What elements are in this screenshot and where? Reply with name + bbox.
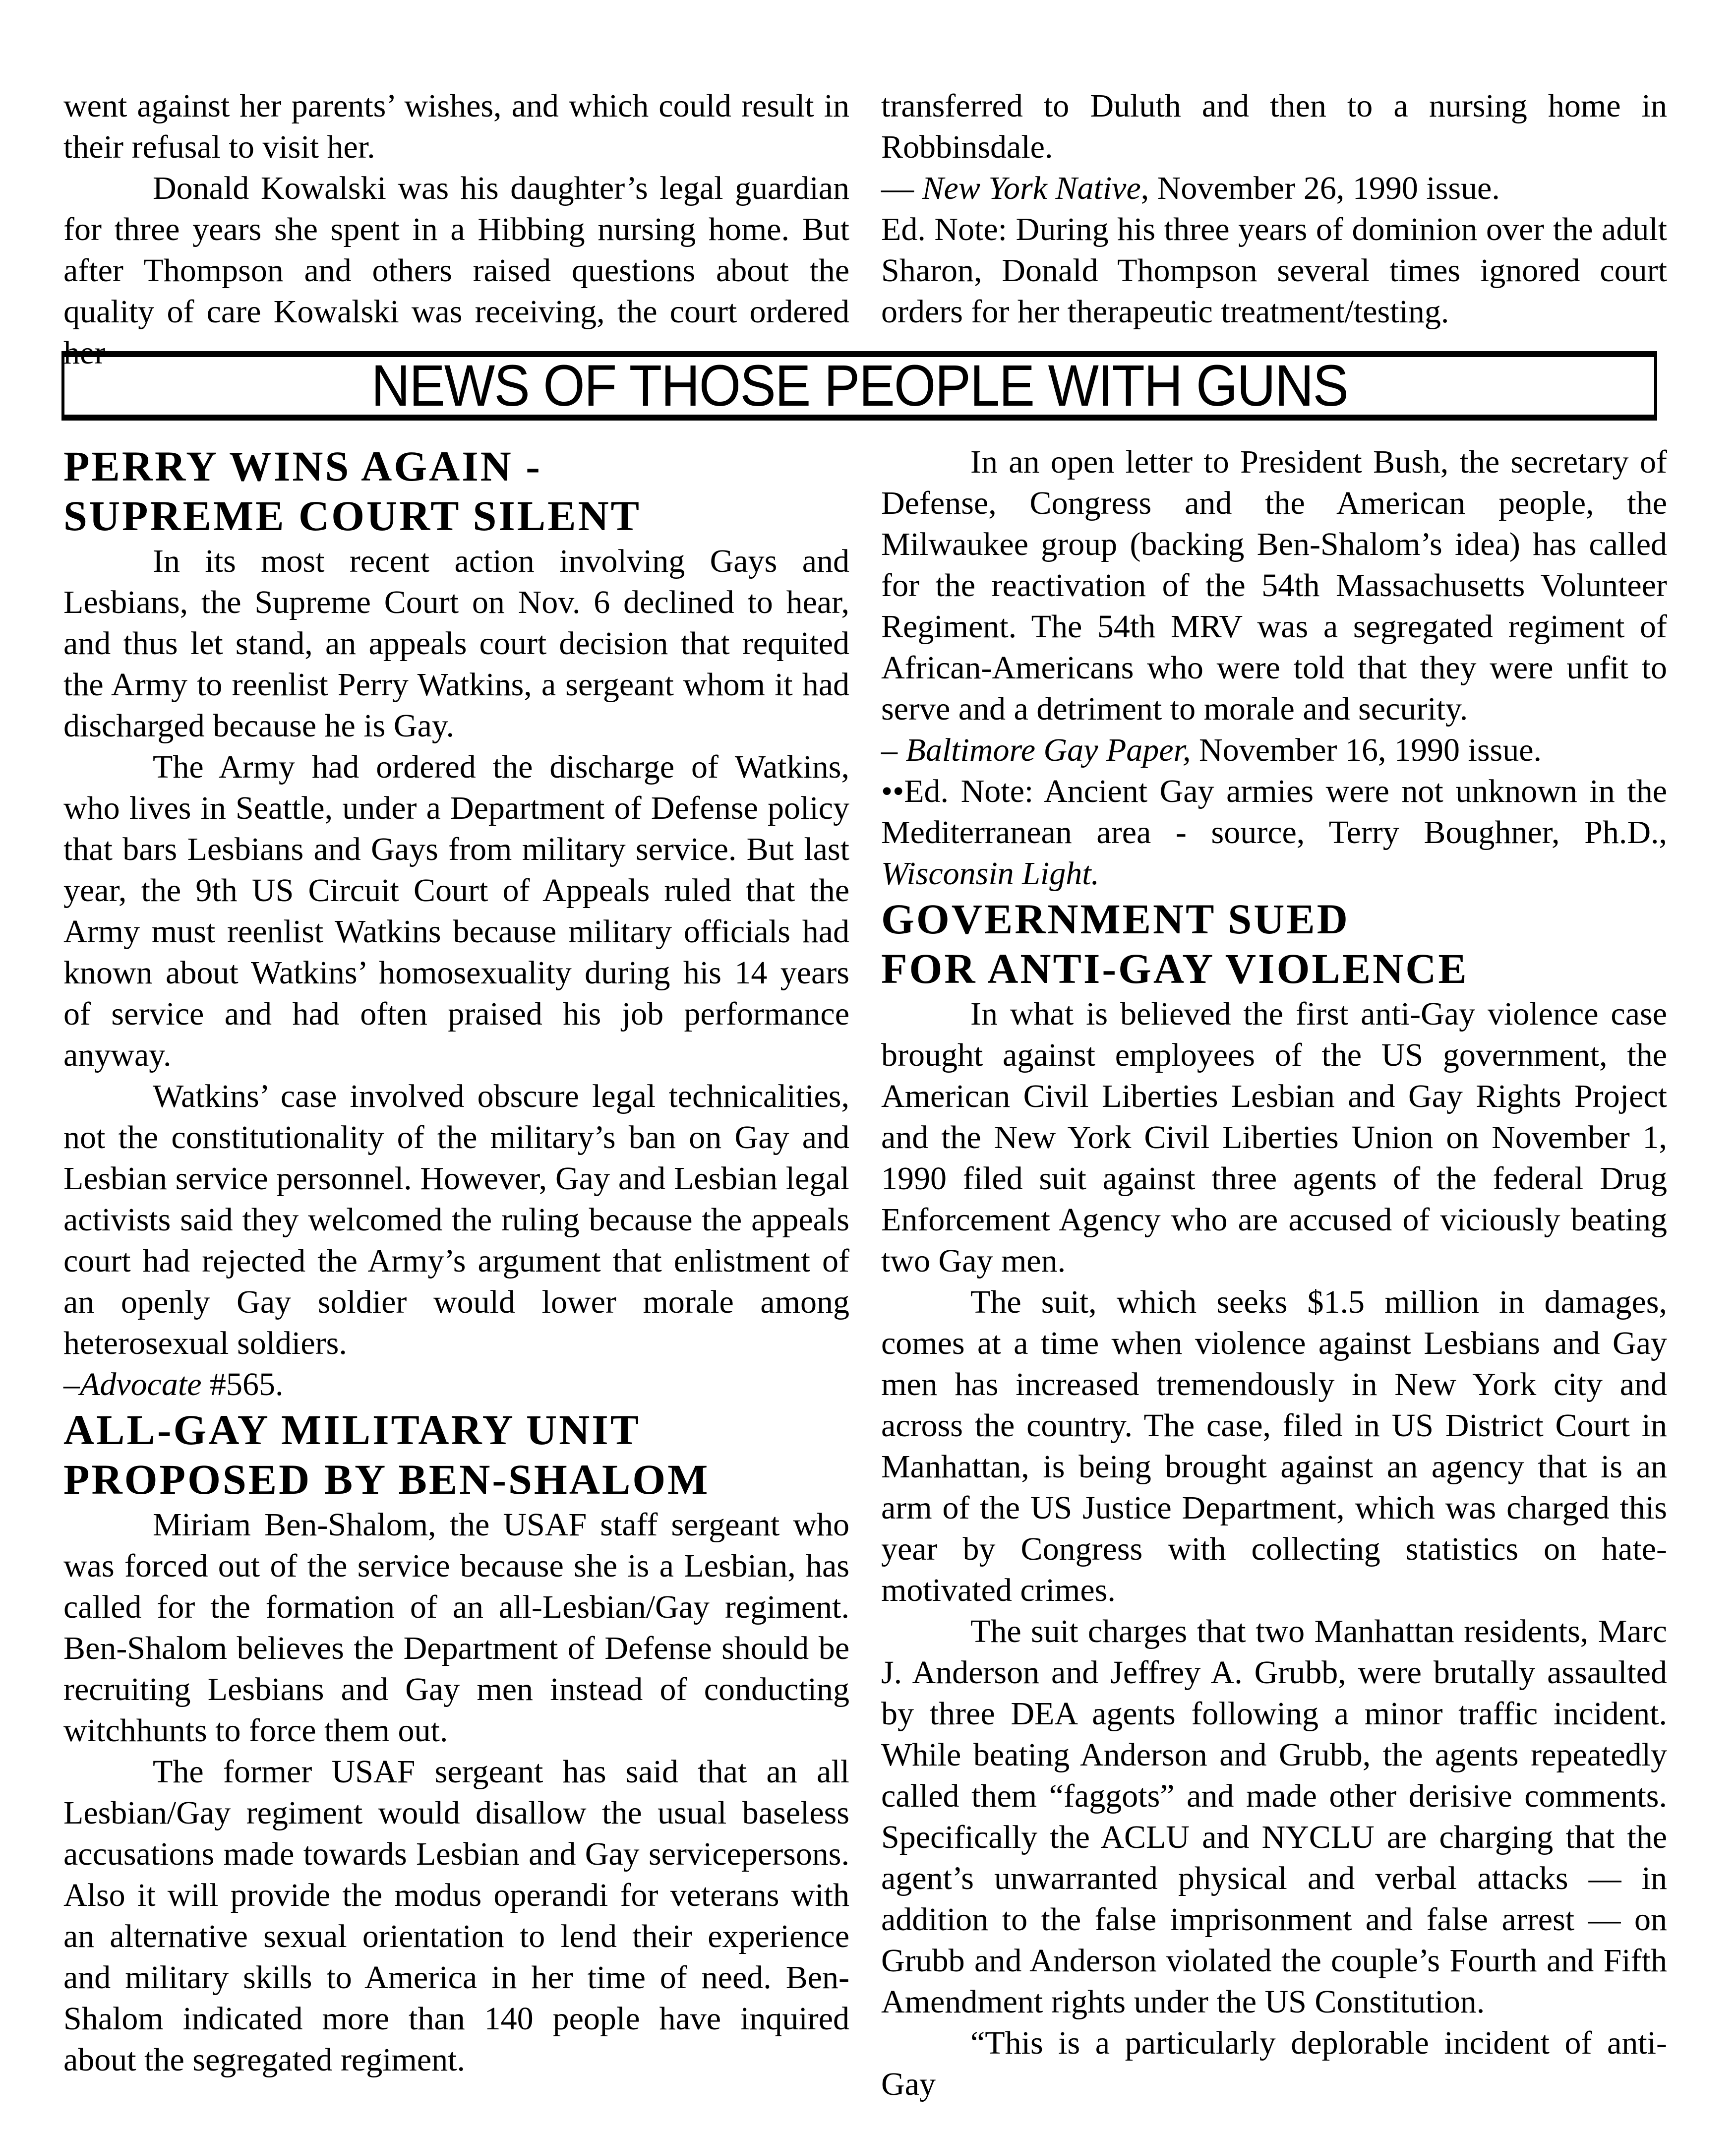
body-paragraph: In what is believed the first anti-Gay violence case brought against employees of the US government, the American Civil Liberties Lesbian and Gay Rights Project and the New York Civil Liberties Union on November 1, 1990 filed suit against three agents of the federal Drug Enforcement Agency who are accused of viciously beating two Gay men. [881,996,1667,1279]
body-paragraph: The former USAF sergeant has said that an all Lesbian/Gay regiment would disallow the usual baseless accusations made towards Lesbian and Gay servicepersons. Also it will provide the modus operandi for veterans with an alternative sexual orientation to lend their experience and military skills to America in her time of need. Ben-Shalom indicated more than 140 people have inquired about the segregated regiment. [63,1754,849,2078]
source-publication: Baltimore Gay Paper, [905,732,1191,768]
left-column [63,441,849,2080]
source-dash: – [63,1366,80,1402]
body-paragraph: The suit, which seeks $1.5 million in damages, comes at a time when violence against Lesbians and Gay men has increased tremendously in New York city and across the country. The case, filed in US District Court in Manhattan, is being brought against an agency that is an arm of the US Justice Department, which was charged this year by Congress with collecting statistics on hate-motivated crimes. [881,1284,1667,1608]
body-paragraph: Miriam Ben-Shalom, the USAF staff sergeant who was forced out of the service because she is a Lesbian, has called for the formation of an all-Lesbian/Gay regiment. Ben-Shalom believes the Department of Defense should be recruiting Lesbians and Gay men instead of conducting witchhunts to force them out. [63,1507,849,1749]
article-headline [63,441,849,541]
body-paragraph: In its most recent action involving Gays and Lesbians, the Supreme Court on Nov. 6 declined to hear, and thus let stand, an appeals court decision that requited the Army to reenlist Perry Watkins, a sergeant whom it had discharged because he is Gay. [63,543,849,744]
article-headline [63,1405,849,1504]
editor-note [881,771,1667,894]
source-issue: #565. [201,1366,284,1402]
headline-line: ALL-GAY MILITARY UNIT [63,1406,641,1454]
headline-line: FOR ANTI-GAY VIOLENCE [881,945,1469,992]
body-paragraph: The suit charges that two Manhattan residents, Marc J. Anderson and Jeffrey A. Grubb, were brutally assaulted by three DEA agents following a minor traffic incident. While beating Anderson and Grubb, the agents repeatedly called them “faggots” and made other derisive comments. Specifically the ACLU and NYCLU are charging that the agent’s unwarranted physical and verbal attacks — in addition to the false imprisonment and false arrest — on Grubb and Anderson violated the couple’s Fourth and Fifth Amendment rights under the US Constitution. [881,1613,1667,2020]
continued-article-right [881,85,1667,332]
editor-note-publication: Wisconsin Light. [881,855,1100,892]
article-headline [881,894,1667,993]
headline-line: PROPOSED BY BEN-SHALOM [63,1456,710,1503]
headline-line: PERRY WINS AGAIN - [63,442,542,490]
body-paragraph: In an open letter to President Bush, the secretary of Defense, Congress and the American people, the Milwaukee group (backing Ben-Shalom’s idea) has called for the reactivation of the 54th Massachusetts Volunteer Regiment. The 54th MRV was a segregated regiment of African-Americans who were told that they were unfit to serve and a detriment to morale and security. [881,444,1667,727]
source-dash: — [881,170,922,206]
editor-note: Ed. Note: During his three years of dominion over the adult Sharon, Donald Thompson several times ignored court orders for her therapeutic treatment/testing. [881,211,1667,330]
source-citation [63,1364,849,1405]
source-publication: New York Native [922,170,1141,206]
body-paragraph: went against her parents’ wishes, and which could result in their refusal to visit her. [63,88,849,165]
headline-line: GOVERNMENT SUED [881,895,1350,943]
source-citation [881,168,1667,209]
source-dash: – [881,732,906,768]
article-perry-wins [63,441,849,1405]
body-paragraph: transferred to Duluth and then to a nursing home in Robbinsdale. [881,88,1667,165]
article-all-gay-unit [63,1405,849,2080]
body-paragraph: Donald Kowalski was his daughter’s legal guardian for three years she spent in a Hibbing nursing home. But after Thompson and others raised questions about the quality of care Kowalski was receiving, the court ordered her [63,170,849,371]
body-paragraph: The Army had ordered the discharge of Watkins, who lives in Seattle, under a Department of Defense policy that bars Lesbians and Gays from military service. But last year, the 9th US Circuit Court of Appeals ruled that the Army must reenlist Watkins because military officials had known about Watkins’ homosexuality during his 14 years of service and had often praised his job performance anyway. [63,749,849,1073]
source-citation [881,730,1667,771]
right-column [881,441,1667,2105]
article-government-sued [881,894,1667,2105]
source-publication: Advocate [80,1366,202,1402]
source-date: November 16, 1990 issue. [1191,732,1542,768]
section-banner [61,351,1657,421]
body-paragraph: “This is a particularly deplorable incident of anti-Gay [881,2025,1667,2102]
body-paragraph: Watkins’ case involved obscure legal technicalities, not the constitutionality of the military’s ban on Gay and Lesbian service personnel. However, Gay and Lesbian legal activists said they welcomed the ruling because the appeals court had rejected the Army’s argument that enlistment of an openly Gay soldier would lower morale among heterosexual soldiers. [63,1078,849,1361]
editor-note-text: ••Ed. Note: Ancient Gay armies were not unknown in the Mediterranean area - source, Terry Boughner, Ph.D., [881,773,1667,851]
source-date: , November 26, 1990 issue. [1140,170,1500,206]
continued-article-left [63,85,849,373]
headline-line: SUPREME COURT SILENT [63,492,641,540]
section-title: NEWS OF THOSE PEOPLE WITH GUNS [371,353,1348,419]
